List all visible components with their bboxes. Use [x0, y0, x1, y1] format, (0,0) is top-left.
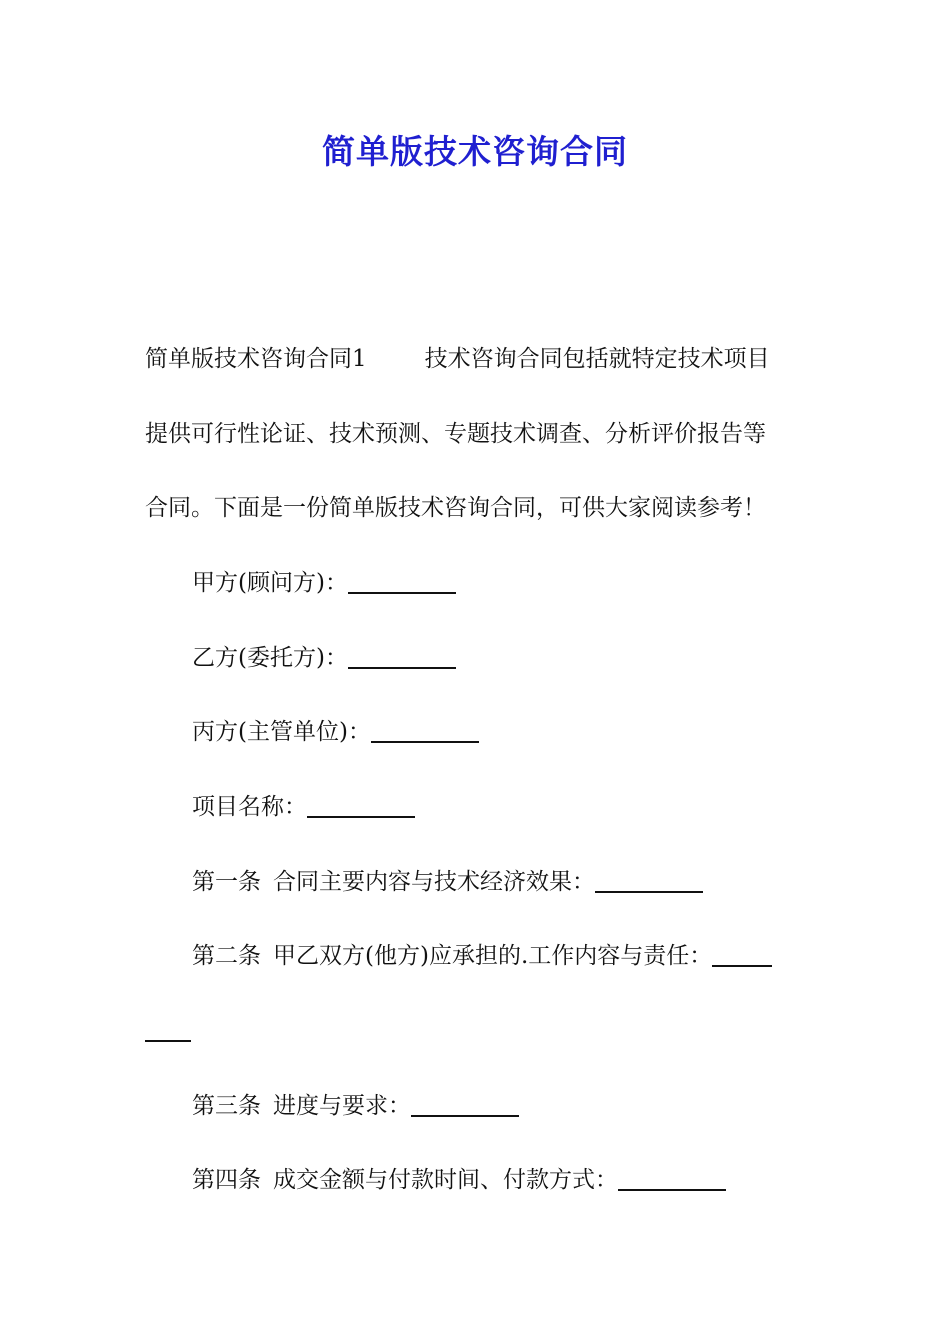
blank-line — [411, 1115, 519, 1117]
intro-text: 技术咨询合同包括就特定技术项目 — [424, 346, 770, 372]
intro-heading: 简单版技术咨询合同1 — [145, 346, 367, 372]
blank-line — [595, 891, 703, 893]
blank-line — [618, 1189, 726, 1191]
article-text: 合同主要内容与技术经济效果： — [273, 869, 595, 895]
field-label: 乙方(委托方)： — [192, 645, 348, 671]
blank-line — [348, 592, 456, 594]
intro-line-1 — [145, 343, 815, 375]
article-text: 甲乙双方(他方)应承担的.工作内容与责任： — [273, 943, 713, 969]
party-a-field — [192, 567, 862, 599]
article-number: 第一条 — [192, 869, 261, 895]
article-number: 第三条 — [192, 1093, 261, 1119]
article-number: 第四条 — [192, 1167, 261, 1193]
blank-line — [712, 965, 772, 967]
article-4 — [192, 1164, 862, 1196]
article-text: 成交金额与付款时间、付款方式： — [273, 1167, 618, 1193]
article-1 — [192, 866, 862, 898]
article-3 — [192, 1090, 862, 1122]
blank-line — [348, 667, 456, 669]
article-number: 第二条 — [192, 943, 261, 969]
intro-line-3: 合同。下面是一份简单版技术咨询合同，可供大家阅读参考！ — [145, 495, 766, 521]
party-c-field — [192, 716, 862, 748]
project-name-field — [192, 791, 862, 823]
party-b-field — [192, 642, 862, 674]
blank-line — [371, 741, 479, 743]
article-2-blank-continued — [145, 1015, 815, 1047]
intro-line-2: 提供可行性论证、技术预测、专题技术调查、分析评价报告等 — [145, 421, 766, 447]
document-title: 简单版技术咨询合同 — [322, 132, 628, 171]
article-2 — [192, 940, 862, 972]
blank-line — [145, 1040, 191, 1042]
article-text: 进度与要求： — [273, 1093, 411, 1119]
field-label: 丙方(主管单位)： — [192, 719, 371, 745]
blank-line — [307, 816, 415, 818]
field-label: 项目名称： — [192, 794, 307, 820]
field-label: 甲方(顾问方)： — [192, 570, 348, 596]
